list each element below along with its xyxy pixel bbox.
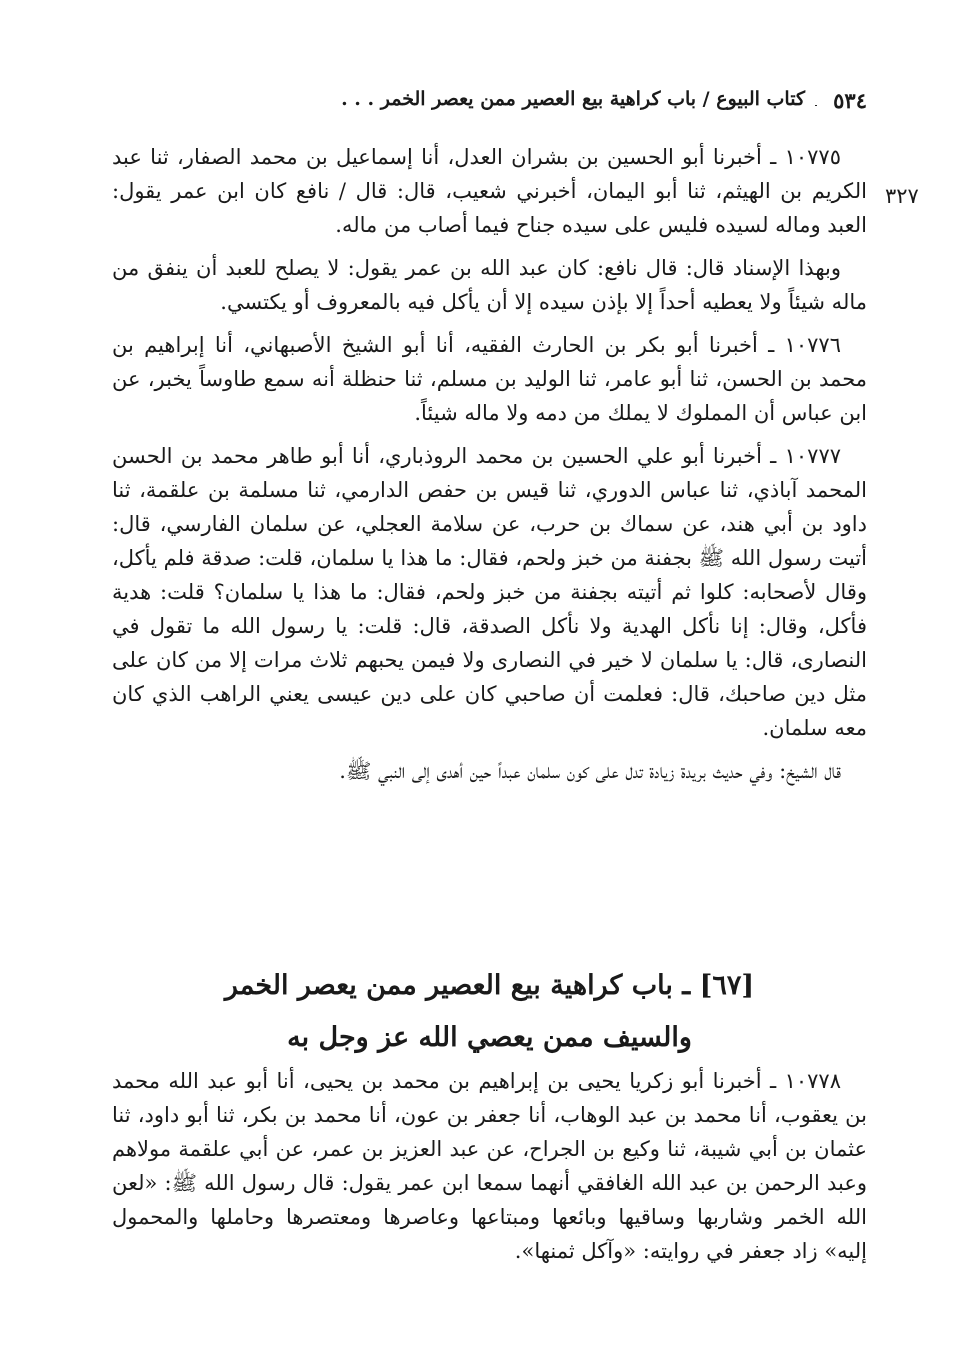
page-header [112, 86, 867, 120]
page-number: ٥٣٤ [833, 88, 867, 113]
commentary-paragraph: قال الشيخ: وفي حديث بريدة زيادة تدل على كون سلمان عبداً حين أهدى إلى النبي ﷺ. [339, 759, 841, 783]
hadith-paragraph: ١٠٧٧٥ ـ أخبرنا أبو الحسين بن بشران العدل، أنا إسماعيل بن محمد الصفار، ثنا عبد الكريم بن الهيثم، ثنا أبو اليمان، أخبرني شعيب، قال: قال / نافع كان ابن عمر يقول: العبد وماله لسيده فليس على سيده جناح فيما أصاب من ماله. [112, 145, 867, 237]
chapter-heading-line-2: والسيف ممن يعصي الله عز وجل به [287, 1022, 692, 1053]
chapter-text-block [112, 1064, 867, 1277]
main-text-block [112, 140, 867, 797]
hadith-paragraph: وبهذا الإسناد قال: قال نافع: كان عبد الله بن عمر يقول: لا يصلح للعبد أن ينفق من ماله شيئاً ولا يعطيه أحداً إلا بإذن سيده إلا أن يأكل فيه بالمعروف أو يكتسي. [112, 256, 867, 314]
chapter-heading-line-1: [٦٧] ـ باب كراهية بيع العصير ممن يعصر الخمر [224, 970, 755, 1001]
running-title: كتاب البيوع / باب كراهية بيع العصير ممن يعصر الخمر . . . [341, 88, 815, 110]
hadith-paragraph: ١٠٧٧٨ ـ أخبرنا أبو زكريا يحيى بن إبراهيم بن محمد بن يحيى، أنا أبو عبد الله محمد بن يعقوب، أنا محمد بن عبد الوهاب، أنا جعفر بن عون، أنا محمد بن بكر، ثنا أبو داود، ثنا عثمان بن أبي شيبة، ثنا وكيع بن الجراح، عن عبد العزيز بن عمر، عن أبي علقمة مولاهم وعبد الرحمن بن عبد الله الغافقي أنهما سمعا ابن عمر يقول: قال رسول الله ﷺ: «لعن الله الخمر وشاربها وساقيها وبائعها ومبتاعها وعاصرها ومعتصرها وحاملها والمحمول إليه» زاد جعفر في روايته: «وآكل ثمنها». [112, 1069, 867, 1263]
hadith-paragraph: ١٠٧٧٧ ـ أخبرنا أبو علي الحسين بن محمد الروذباري، أنا أبو طاهر محمد بن الحسن المحمد آباذي، ثنا عباس الدوري، ثنا قيس بن حفص الدارمي، ثنا مسلمة بن علقمة، ثنا داود بن أبي هند، عن سماك بن حرب، عن سلامة العجلي، عن سلمان الفارسي، قال: أتيت رسول الله ﷺ بجفنة من خبز ولحم، فقال: ما هذا يا سلمان، قلت: صدقة فلم يأكل، وقال لأصحابه: كلوا ثم أتيته بجفنة من خبز ولحم، فقال: ما هذا يا سلمان؟ قلت: هدية فأكل، وقال: إنا نأكل الهدية ولا نأكل الصدقة، قال: قلت: يا رسول الله ما تقول في النصارى، قال: يا سلمان لا خير في النصارى ولا فيمن يحبهم ثلاث مرات إلا من كان على مثل دين صاحبك، قال: فعلمت أن صاحبي كان على دين عيسى يعني الراهب الذي كان معه سلمان. [112, 444, 867, 740]
chapter-heading [112, 960, 867, 1064]
margin-page-reference: ٣٢٧ [885, 184, 919, 208]
hadith-paragraph: ١٠٧٧٦ ـ أخبرنا أبو بكر بن الحارث الفقيه، أنا أبو الشيخ الأصبهاني، أنا إبراهيم بن محمد بن الحسن، ثنا أبو عامر، ثنا الوليد بن مسلم، ثنا حنظلة أنه سمع طاوساً يخبر، عن ابن عباس أن المملوك لا يملك من دمه ولا ماله شيئاً. [112, 333, 867, 425]
